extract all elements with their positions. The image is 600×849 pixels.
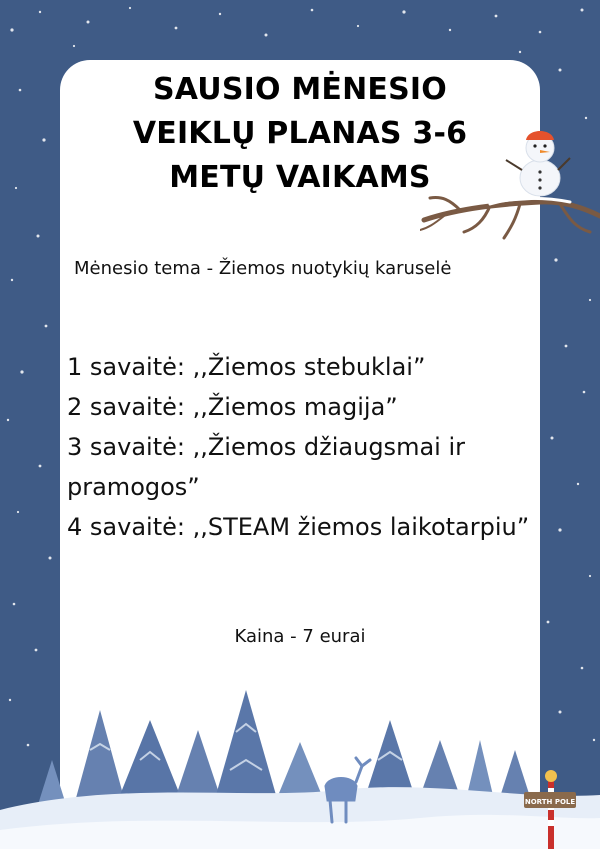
weekly-plan-list bbox=[67, 347, 537, 547]
month-theme: Mėnesio tema - Žiemos nuotykių karuselė bbox=[74, 258, 452, 279]
winter-forest-illustration bbox=[0, 680, 600, 849]
snowman-on-branch-illustration bbox=[420, 120, 600, 250]
week-item: 3 savaitė: ,,Žiemos džiaugsmai ir bbox=[67, 433, 465, 461]
week-item: 1 savaitė: ,,Žiemos stebuklai” bbox=[67, 353, 426, 381]
title-line: METŲ VAIKAMS bbox=[169, 160, 431, 195]
week-item: 4 savaitė: ,,STEAM žiemos laikotarpiu” bbox=[67, 513, 530, 541]
title-line: SAUSIO MĖNESIO bbox=[153, 72, 447, 107]
week-item: 2 savaitė: ,,Žiemos magija” bbox=[67, 393, 398, 421]
price-label: Kaina - 7 eurai bbox=[234, 626, 366, 647]
sign-text: NORTH POLE bbox=[524, 798, 576, 806]
week-item-continuation: pramogos” bbox=[67, 473, 200, 501]
title-line: VEIKLŲ PLANAS 3-6 bbox=[132, 116, 468, 151]
